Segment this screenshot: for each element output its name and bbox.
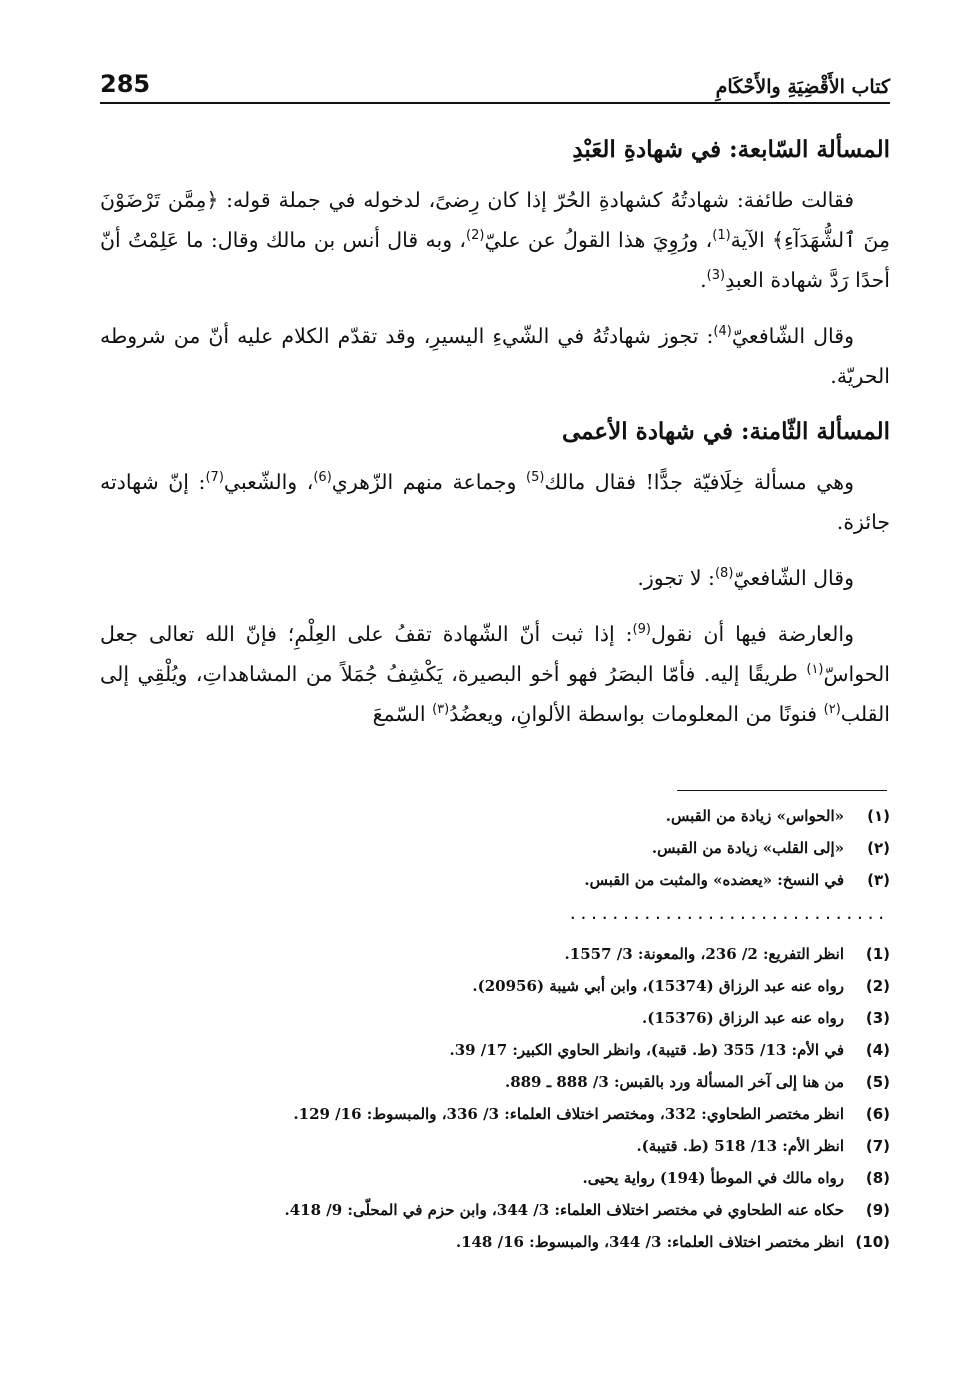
footnote-number: (١): [867, 807, 890, 825]
footnote-item: [100, 1194, 890, 1226]
footnote-text: رواه عنه عبد الرزاق (15376).: [642, 1009, 844, 1027]
footnote-number: (1): [865, 945, 890, 963]
running-title: كتاب الأَقْضِيَةِ والأَحْكَامِ: [715, 76, 890, 98]
footnote-item: [100, 1002, 890, 1034]
footnote-item: [100, 970, 890, 1002]
footnote-reference: (8): [714, 566, 734, 582]
footnote-reference: (2): [466, 228, 485, 244]
footnote-reference: (3): [706, 268, 726, 284]
footnote-reference: (7): [205, 470, 224, 486]
paragraph-text: : إذا ثبت أنّ الشّهادة تقفُ على العِلْمِ؛ فإنّ الله تعالى جعل الحواسّ: [100, 622, 890, 686]
footnote-number: (4): [865, 1041, 890, 1059]
paragraph-text: : تجوز شهادتُهُ في الشّيءِ اليسيرِ، وقد تقدّم الكلام عليه أنّ من شروطه الحريّة.: [100, 324, 890, 388]
footnote-item: [100, 938, 890, 970]
footnote-number: (6): [865, 1105, 890, 1123]
footnote-reference: (١): [806, 662, 824, 678]
footnote-text: حكاه عنه الطحاوي في مختصر اختلاف العلماء: 3/ 344، وابن حزم في المحلّى: 9/ 418.: [284, 1201, 844, 1219]
page-number: 285: [100, 70, 151, 98]
footnote-item: [100, 1066, 890, 1098]
footnote-number: (10): [855, 1233, 890, 1251]
footnote-number: (٢): [867, 839, 890, 857]
footnote-number: (7): [865, 1137, 890, 1155]
footnote-item: [100, 1226, 890, 1258]
footnote-reference: (٢): [823, 702, 841, 718]
footnote-reference: (9): [632, 622, 651, 638]
footnote-number: (3): [865, 1009, 890, 1027]
paragraph-text: وقال الشّافعيّ: [733, 566, 854, 590]
paragraph: [100, 180, 890, 300]
paragraph-text: ، ورُوِيَ هذا القولُ عن عليّ: [484, 228, 713, 252]
footnote-text: رواه عنه عبد الرزاق (15374)، وابن أبي شيبة (20956).: [472, 977, 844, 995]
running-header: [100, 64, 890, 98]
footnote-item: [100, 1098, 890, 1130]
footnote-separator: ..............................: [568, 904, 887, 923]
paragraph-text: والعارضة فيها أن نقول: [650, 622, 854, 646]
footnote-item: [100, 832, 890, 864]
footnote-reference: (٣): [432, 702, 450, 718]
footnote-text: رواه مالك في الموطأ (194) رواية يحيى.: [582, 1169, 844, 1187]
footnote-reference: (1): [712, 228, 731, 244]
footnote-number: (9): [865, 1201, 890, 1219]
footnote-number: (٣): [867, 871, 890, 889]
paragraph-text: فنونًا من المعلومات بواسطة الألوانِ، ويعضُدُ: [449, 702, 824, 726]
footnote-reference: (6): [313, 470, 332, 486]
paragraph-text: فقالت طائفة: شهادتُهُ كشهادةِ الحُرّ إذا كان رِضىً، لدخوله في جملة قوله: ﴿مِمَّن تَرْضَوْنَ مِنَ ٱلشُّهَدَآءِ﴾ الآية: [100, 188, 891, 252]
footnote-text: من هنا إلى آخر المسألة ورد بالقبس: 3/ 888 ـ 889.: [504, 1073, 844, 1091]
paragraph-text: ، وبه قال أنس بن مالك وقال: ما عَلِمْتُ أنّ أحدًا رَدَّ شهادة العبدِ: [100, 228, 890, 292]
paragraph-text: وقال الشّافعيّ: [731, 324, 854, 348]
section-heading-slave-testimony: المسألة السّابعة: في شهادةِ العَبْدِ: [572, 136, 890, 163]
footnote-item: [100, 1034, 890, 1066]
footnote-text: انظر مختصر اختلاف العلماء: 3/ 344، والمبسوط: 16/ 148.: [455, 1233, 844, 1251]
paragraph-text: : لا تجوز.: [637, 566, 715, 590]
footnote-number: (8): [865, 1169, 890, 1187]
paragraph-text: .: [700, 268, 707, 292]
paragraph: [100, 614, 890, 734]
paragraph-text: طريقًا إليه. فأمّا البصَرُ فهو أخو البصيرة، يَكْشِفُ جُمَلاً من المشاهداتِ، ويُلْقِي إلى القلب: [100, 662, 890, 726]
paragraph-text: ، والشّعبي: [223, 470, 314, 494]
paragraph-text: وهي مسألة خِلَافيّة جدًّا! فقال مالك: [544, 470, 854, 494]
footnote-text: «إلى القلب» زيادة من القبس.: [651, 839, 844, 857]
paragraph-text: السّمعَ: [372, 702, 433, 726]
footnote-item: [100, 1162, 890, 1194]
paragraph: [100, 558, 890, 598]
author-footnotes: [100, 938, 890, 1258]
main-text: [100, 120, 890, 750]
footnote-reference: (5): [525, 470, 545, 486]
paragraph-text: : إنّ شهادته جائزة.: [100, 470, 890, 534]
footnote-number: (5): [865, 1073, 890, 1091]
footnote-text: في النسخ: «يعضده» والمثبت من القبس.: [584, 871, 844, 889]
footnote-reference: (4): [713, 324, 732, 340]
footnote-rule: [677, 790, 887, 791]
footnote-item: [100, 800, 890, 832]
section-heading-blind-testimony: المسألة الثّامنة: في شهادة الأعمى: [561, 418, 890, 445]
footnote-text: في الأم: 13/ 355 (ط. قتيبة)، وانظر الحاوي الكبير: 17/ 39.: [449, 1041, 844, 1059]
paragraph-text: وجماعة منهم الزّهري: [331, 470, 526, 494]
footnote-text: انظر الأم: 13/ 518 (ط. قتيبة).: [636, 1137, 844, 1155]
paragraph: [100, 462, 890, 542]
footnote-text: انظر التفريع: 2/ 236، والمعونة: 3/ 1557.: [564, 945, 844, 963]
paragraph: [100, 316, 890, 396]
footnote-item: [100, 1130, 890, 1162]
footnote-text: انظر مختصر الطحاوي: 332، ومختصر اختلاف العلماء: 3/ 336، والمبسوط: 16/ 129.: [293, 1105, 844, 1123]
header-rule: [100, 102, 890, 104]
footnote-item: [100, 864, 890, 896]
editor-footnotes: [100, 800, 890, 896]
footnote-text: «الحواس» زيادة من القبس.: [665, 807, 844, 825]
footnote-number: (2): [865, 977, 890, 995]
